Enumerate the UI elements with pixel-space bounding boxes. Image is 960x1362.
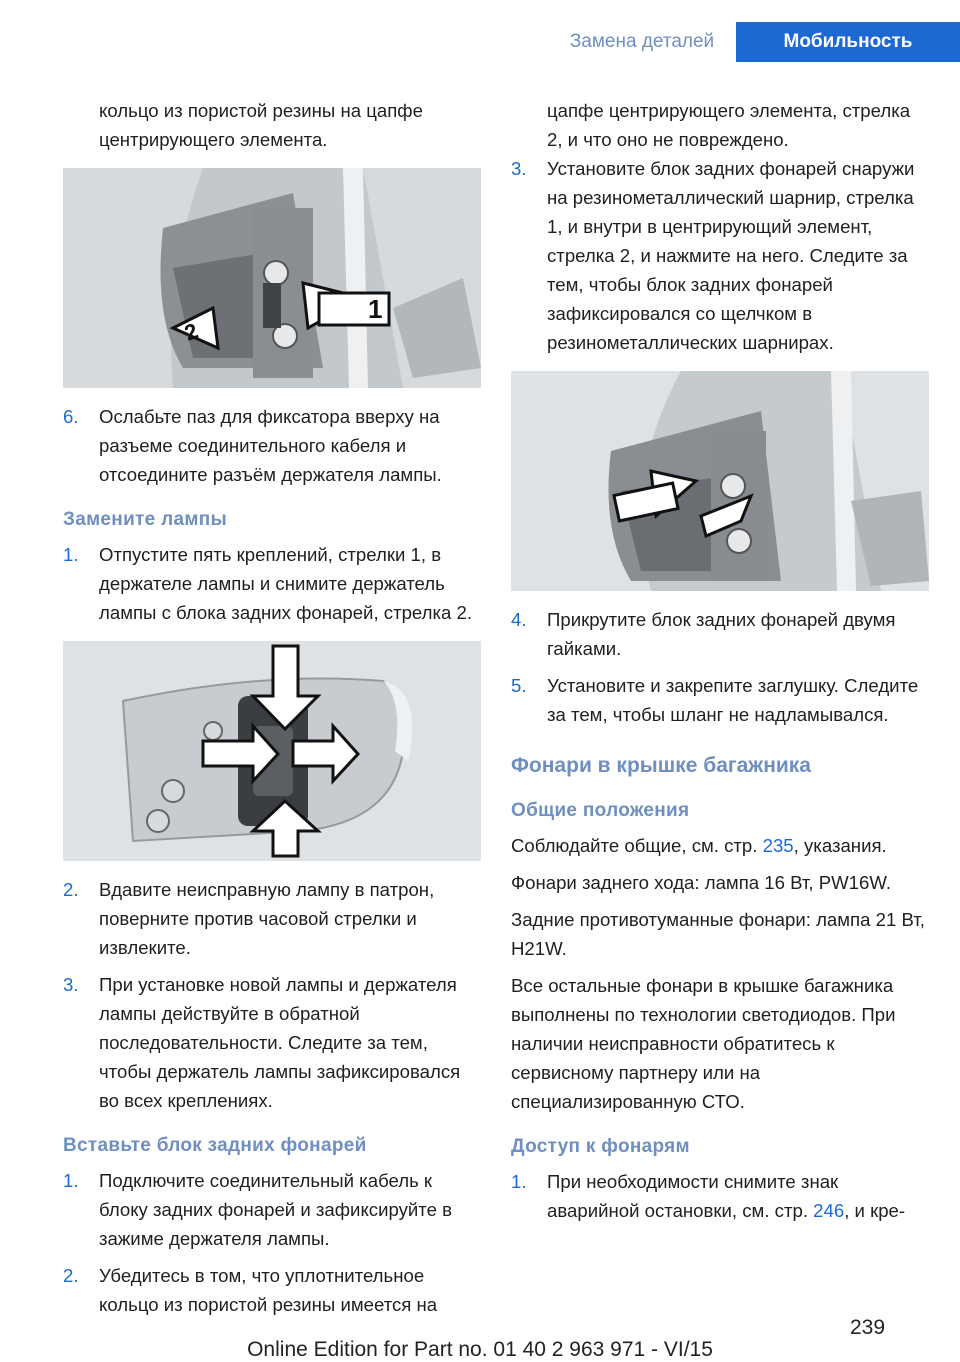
list-item: [63, 1166, 481, 1253]
left-column: [63, 96, 481, 1327]
figure-arrow-label-1: 1: [368, 294, 383, 324]
list-number: 2.: [63, 1265, 79, 1286]
paragraph-reverse-lights: Фонари заднего хода: лампа 16 Вт, PW16W.: [511, 872, 892, 893]
subheading-general: Общие положения: [511, 800, 690, 821]
figure-tail-light-removal: [63, 168, 481, 388]
list-text: При установке новой лампы и держателя лампы действуйте в обратной последовательности. Следите за тем, чтобы держатель лампы зафиксировался во всех креплениях.: [99, 974, 461, 1111]
paragraph-fog-lights: Задние противотуманные фонари: лампа 21 Вт, H21W.: [511, 909, 925, 959]
list-item: [63, 875, 481, 962]
list-number: 1.: [63, 1170, 79, 1191]
list-number: 1.: [63, 544, 79, 565]
list-number: 3.: [63, 974, 79, 995]
list-item: [63, 402, 481, 489]
list-text: Отпустите пять креплений, стрелки 1, в держателе лампы и снимите держатель лампы с блока задних фонарей, стрелка 2.: [99, 544, 473, 623]
page-link[interactable]: 235: [762, 835, 794, 856]
list-number: 1.: [511, 1171, 527, 1192]
subheading-replace-lamps: Замените лампы: [63, 509, 227, 530]
list-item: [511, 671, 929, 729]
paragraph-general-ref: Соблюдайте общие, см. стр. 235, указания.: [511, 835, 887, 856]
figure-lamp-holder: [63, 641, 481, 861]
list-item: [511, 605, 929, 663]
list-item: [511, 154, 929, 357]
page-number: 239: [850, 1316, 886, 1339]
list-number: 6.: [63, 406, 79, 427]
list-text: Установите блок задних фонарей снаружи на резинометаллический шарнир, стрелка 1, и внутри в центрирующий элемент, стрелка 2, и нажмите на него. Следите за тем, чтобы блок задних фонарей зафиксировался со щелчком в резинометаллических шарнирах.: [547, 158, 915, 353]
list-text: Подключите соединительный кабель к блоку задних фонарей и зафиксируйте в зажиме держателя лампы.: [99, 1170, 452, 1249]
list-number: 5.: [511, 675, 527, 696]
paragraph-led-info: Все остальные фонари в крышке багажника выполнены по технологии светодиодов. При наличии неисправности обратитесь к сервисному партнеру или на специализированную СТО.: [511, 975, 896, 1112]
list-item: [63, 1261, 481, 1319]
header-chapter-tab: Мобильность: [736, 22, 960, 62]
list-text: Прикрутите блок задних фонарей двумя гайками.: [547, 609, 896, 659]
header-section-title: Замена деталей: [569, 31, 715, 52]
list-item: [63, 970, 481, 1115]
list-text: При необходимости снимите знак аварийной остановки, см. стр. 246, и кре-: [547, 1171, 906, 1221]
figure-tail-light-install: [511, 371, 929, 591]
footer-edition: Online Edition for Part no. 01 40 2 963 971 - VI/15: [247, 1338, 713, 1361]
list-number: 4.: [511, 609, 527, 630]
subheading-insert-unit: Вставьте блок задних фонарей: [63, 1135, 367, 1156]
list-text: Установите и закрепите заглушку. Следите за тем, чтобы шланг не надламывался.: [547, 675, 919, 725]
subheading-access: Доступ к фонарям: [511, 1136, 690, 1157]
right-column: [511, 96, 929, 1233]
list-number: 2.: [63, 879, 79, 900]
list-item: [511, 1167, 929, 1225]
continued-text: кольцо из пористой резины на цапфе центрирующего элемента.: [99, 100, 423, 150]
page-link[interactable]: 246: [813, 1200, 845, 1221]
list-number: 3.: [511, 158, 527, 179]
section-heading-trunk-lights: Фонари в крышке багажника: [511, 754, 811, 777]
list-text: Убедитесь в том, что уплотнительное кольцо из пористой резины имеется на: [99, 1265, 438, 1315]
list-item: [63, 540, 481, 627]
list-text: Вдавите неисправную лампу в патрон, поверните против часовой стрелки и извлеките.: [99, 879, 435, 958]
continued-text: цапфе центрирующего элемента, стрелка 2, и что оно не повреждено.: [547, 100, 911, 150]
list-text: Ослабьте паз для фиксатора вверху на разъеме соединительного кабеля и отсоедините разъём держателя лампы.: [99, 406, 442, 485]
figure-arrow-label-2: 2: [181, 318, 202, 346]
